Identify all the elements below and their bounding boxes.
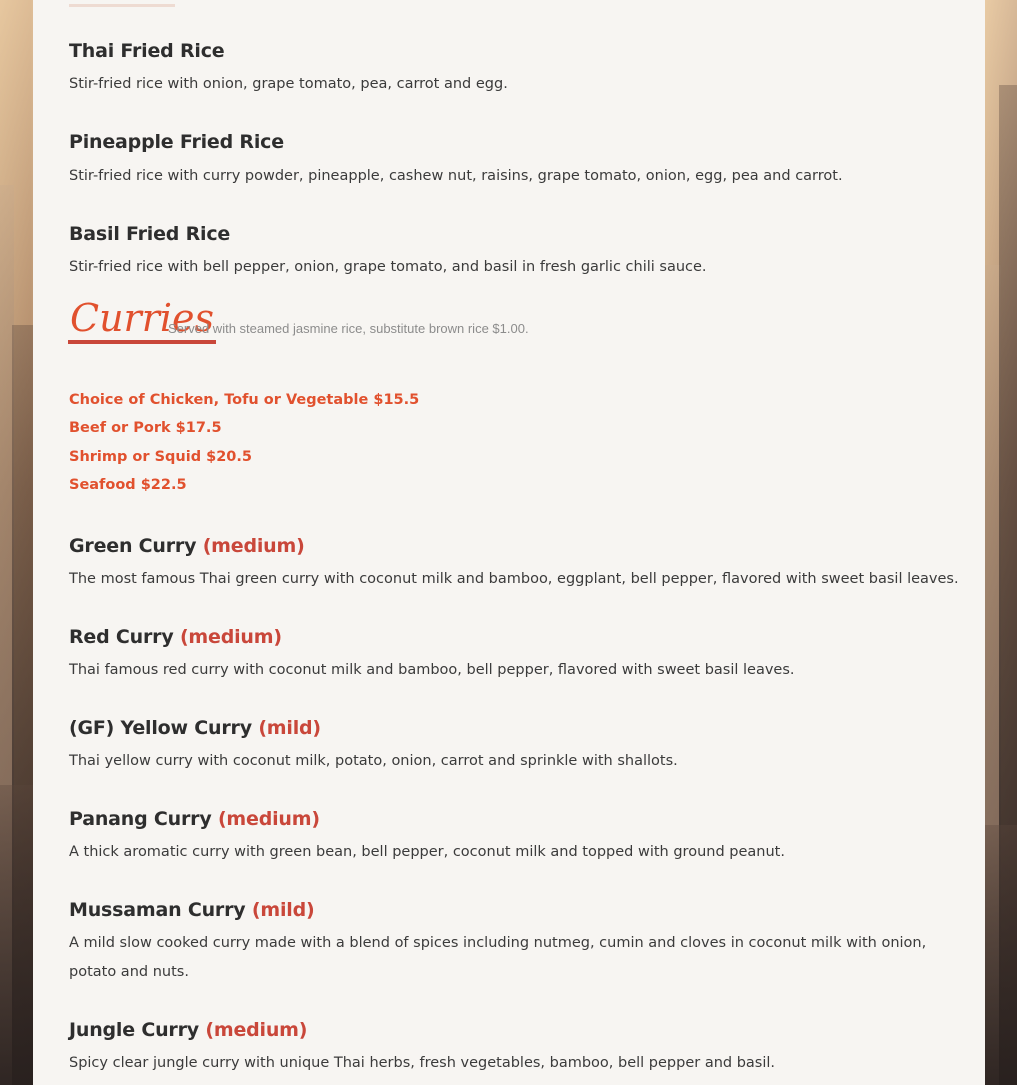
item-name: Basil Fried Rice: [69, 223, 231, 245]
item-description: Thai famous red curry with coconut milk and bamboo, bell pepper, flavored with sweet basil leaves.: [69, 662, 795, 678]
item-title: Green Curry: [69, 535, 197, 557]
spice-level: (mild): [251, 899, 315, 921]
menu-item-description: [69, 565, 959, 594]
price-line: Beef or Pork $17.5: [69, 420, 222, 436]
item-name: Pineapple Fried Rice: [69, 131, 284, 153]
item-name: [69, 535, 305, 557]
section-note: Served with steamed jasmine rice, substitute brown rice $1.00.: [168, 321, 529, 336]
price-line: Shrimp or Squid $20.5: [69, 449, 252, 465]
item-name: Thai Fried Rice: [69, 40, 225, 62]
menu-item-description: [69, 1049, 775, 1078]
previous-section-title-edge: [69, 0, 175, 7]
item-description: A mild slow cooked curry made with a blend of spices including nutmeg, cumin and cloves in coconut milk with onion, potato and nuts.: [69, 935, 927, 980]
menu-item: [69, 1019, 307, 1041]
item-description: Spicy clear jungle curry with unique Thai herbs, fresh vegetables, bamboo, bell pepper and basil.: [69, 1055, 776, 1071]
menu-item-description: [69, 838, 785, 867]
menu-item-description: [69, 253, 707, 282]
menu-item-description: [69, 656, 795, 685]
menu-item-description: [69, 929, 939, 987]
menu-item-description: [69, 162, 843, 191]
item-description: The most famous Thai green curry with coconut milk and bamboo, eggplant, bell pepper, flavored with sweet basil leaves.: [69, 571, 959, 587]
menu-item: [69, 899, 314, 921]
section-title-curries: Curries: [68, 296, 216, 344]
item-title: Panang Curry: [69, 808, 212, 830]
spice-level: (medium): [217, 808, 320, 830]
menu-item: [69, 131, 284, 153]
price-line: Choice of Chicken, Tofu or Vegetable $15.5: [69, 392, 420, 408]
item-name: [69, 626, 282, 648]
item-name: [69, 808, 320, 830]
item-title: Jungle Curry: [69, 1019, 199, 1041]
item-description: A thick aromatic curry with green bean, bell pepper, coconut milk and topped with ground peanut.: [69, 844, 785, 860]
menu-item-description: [69, 747, 678, 776]
spice-level: (medium): [205, 1019, 308, 1041]
background-cityscape-left: [0, 0, 34, 1085]
item-description: Stir-fried rice with onion, grape tomato, pea, carrot and egg.: [69, 76, 508, 92]
item-description: Thai yellow curry with coconut milk, potato, onion, carrot and sprinkle with shallots.: [69, 753, 678, 769]
menu-item: [69, 40, 224, 62]
item-name: [69, 899, 314, 921]
menu-item: [69, 626, 282, 648]
spice-level: (medium): [179, 626, 282, 648]
spice-level: (medium): [202, 535, 305, 557]
item-description: Stir-fried rice with curry powder, pineapple, cashew nut, raisins, grape tomato, onion, egg, pea and carrot.: [69, 168, 843, 184]
menu-item: [69, 535, 305, 557]
menu-item: [69, 223, 230, 245]
item-title: Mussaman Curry: [69, 899, 246, 921]
item-title: (GF) Yellow Curry: [69, 717, 252, 739]
price-line: Seafood $22.5: [69, 477, 187, 493]
spice-level: (mild): [258, 717, 321, 739]
menu-item-description: [69, 70, 508, 99]
item-name: [69, 1019, 307, 1041]
item-description: Stir-fried rice with bell pepper, onion, grape tomato, and basil in fresh garlic chili sauce.: [69, 259, 707, 275]
background-cityscape-right: [985, 0, 1017, 1085]
item-title: Red Curry: [69, 626, 174, 648]
menu-item: [69, 808, 320, 830]
menu-item: [69, 717, 321, 739]
item-name: [69, 717, 321, 739]
